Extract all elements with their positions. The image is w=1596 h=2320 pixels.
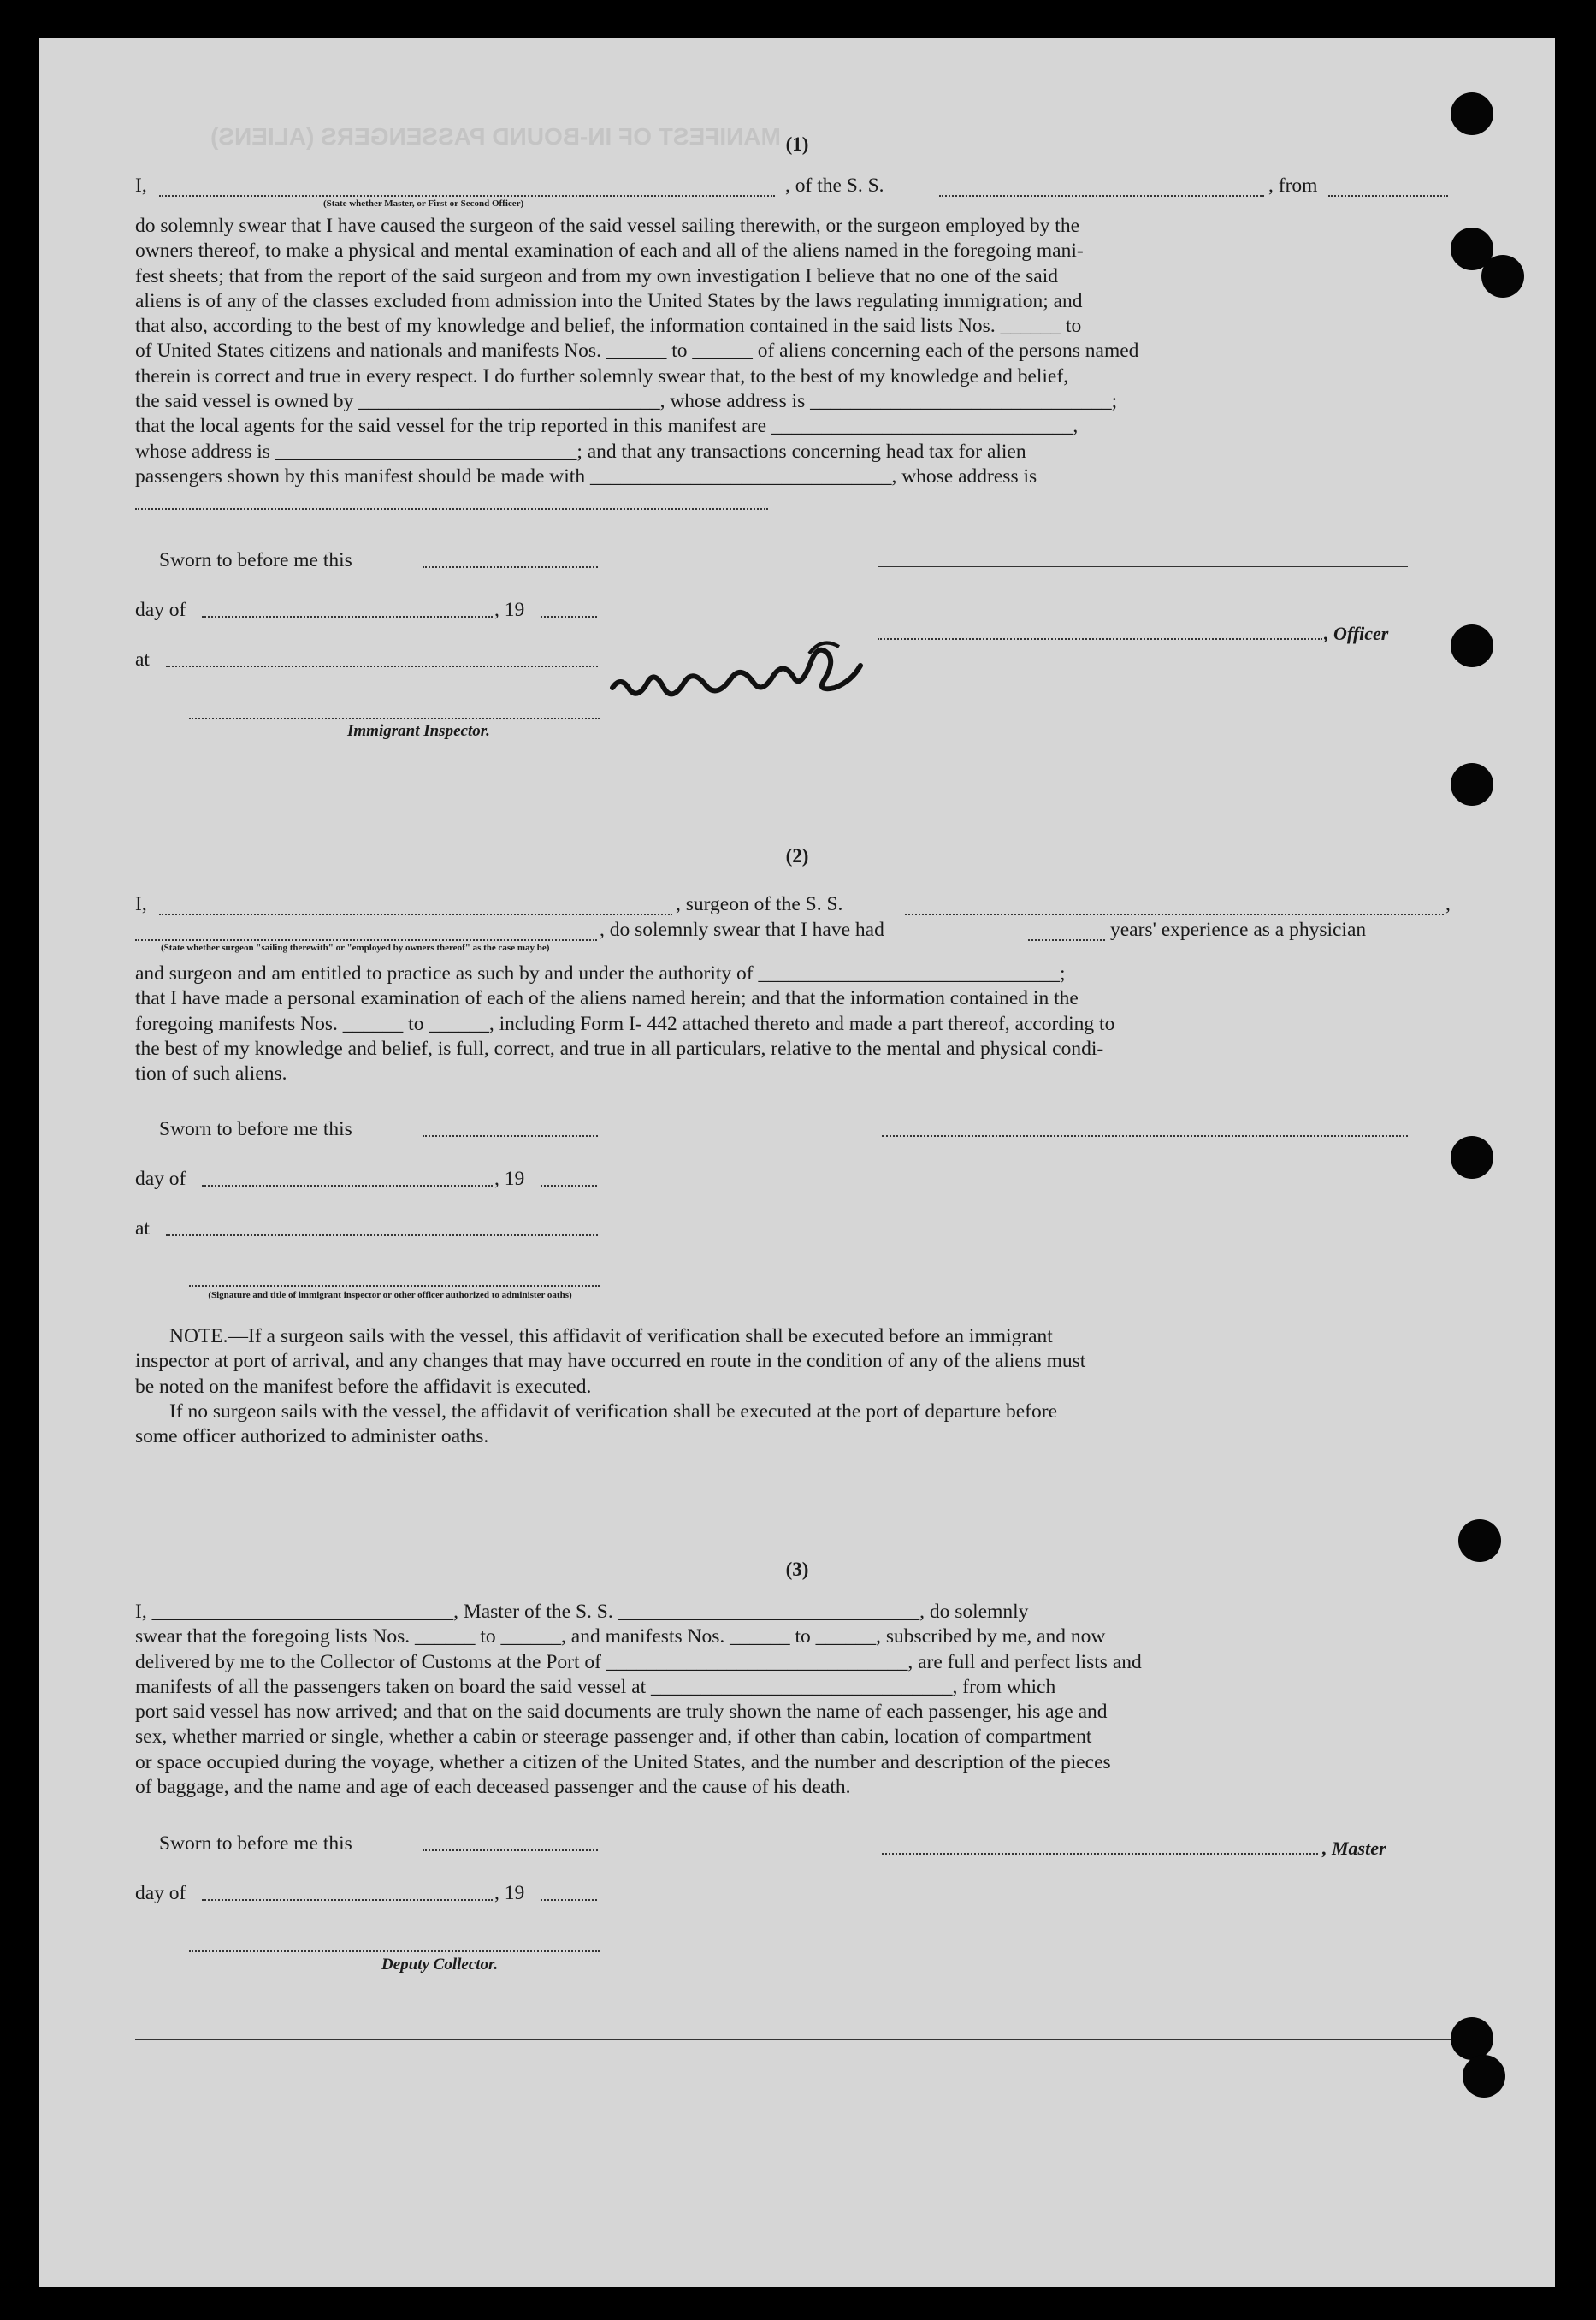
body-line: foregoing manifests Nos. ______ to ______, including Form I- 442 attached thereto and made a part thereof, according to — [135, 1012, 1115, 1035]
form-page — [39, 38, 1555, 2287]
note-line: inspector at port of arrival, and any changes that may have occurred en route in the condition of any of the aliens must — [135, 1350, 1086, 1373]
at-place-field-2[interactable] — [166, 1234, 598, 1236]
body-line: owners thereof, to make a physical and mental examination of each and all of the aliens named in the foregoing mani- — [135, 240, 1084, 263]
body-line: the said vessel is owned by ______________________________, whose address is ______________________________; — [135, 390, 1118, 413]
body-line: do solemnly swear that I have caused the surgeon of the said vessel sailing therewith, or the surgeon employed by the — [135, 215, 1080, 237]
from-label: , from — [1268, 175, 1318, 197]
comma: , — [1445, 893, 1451, 915]
caption-master: (State whether Master, or First or Second Officer) — [323, 198, 524, 209]
years-label: years' experience as a physician — [1110, 919, 1367, 941]
footer-rule — [135, 2039, 1452, 2040]
caption-surgeon: (State whether surgeon "sailing therewith" or "employed by owners thereof" as the case may be) — [161, 943, 550, 953]
officer-label: , Officer — [1324, 623, 1389, 644]
master-signature-field[interactable] — [882, 1853, 1318, 1855]
body-line: that also, according to the best of my knowledge and belief, the information contained in the said lists Nos. ______ to — [135, 315, 1082, 338]
binder-hole — [1451, 1136, 1493, 1179]
intro-i: I, — [135, 175, 147, 197]
day-of-label-2: day of — [135, 1168, 186, 1190]
inspector-label: Immigrant Inspector. — [347, 722, 490, 740]
binder-hole — [1451, 2017, 1493, 2060]
section-1 — [135, 175, 1452, 514]
at-label-2: at — [135, 1217, 150, 1240]
day-month-field-3[interactable] — [202, 1899, 493, 1901]
body-line: whose address is ______________________________; and that any transactions concerning head tax for alien — [135, 440, 1026, 463]
inspector-signature — [604, 628, 912, 722]
caption-signature: (Signature and title of immigrant inspector or other officer authorized to administer oaths) — [208, 1290, 572, 1300]
note-line: If no surgeon sails with the vessel, the affidavit of verification shall be executed at the port of departure before — [169, 1400, 1057, 1423]
sworn-label-1: Sworn to before me this — [159, 549, 352, 571]
body-line: fest sheets; that from the report of the said surgeon and from my own investigation I believe that no one of the said — [135, 264, 1058, 287]
at-label-1: at — [135, 648, 150, 671]
body-line: of baggage, and the name and age of each deceased passenger and the cause of his death. — [135, 1776, 851, 1799]
year-field-1[interactable] — [541, 616, 597, 618]
day-of-label-3: day of — [135, 1882, 186, 1904]
officer-name-field[interactable] — [159, 180, 775, 197]
body-line: port said vessel has now arrived; and that on the said documents are truly shown the name of each passenger, his age and — [135, 1701, 1108, 1724]
binder-hole — [1463, 2055, 1505, 2098]
deputy-collector-label: Deputy Collector. — [381, 1956, 499, 1974]
of-ss-label: , of the S. S. — [785, 175, 884, 197]
note — [135, 1324, 1452, 1449]
sworn-date-field-2[interactable] — [423, 1135, 598, 1137]
inspector-signature-line — [189, 718, 600, 719]
year-field-3[interactable] — [541, 1899, 597, 1901]
sworn-label-3: Sworn to before me this — [159, 1832, 352, 1855]
body-line: sex, whether married or single, whether a cabin or steerage passenger and, if other than cabin, location of compartment — [135, 1725, 1092, 1749]
binder-hole — [1451, 92, 1493, 135]
body-line: aliens is of any of the classes excluded from admission into the United States by the laws regulating immigration; and — [135, 289, 1083, 312]
note-line: some officer authorized to administer oaths. — [135, 1425, 489, 1448]
binder-hole — [1451, 763, 1493, 806]
body-line: tion of such aliens. — [135, 1062, 287, 1086]
year-prefix-3: , 19 — [494, 1882, 525, 1904]
body-line: the best of my knowledge and belief, is full, correct, and true in all particulars, relative to the mental and physical condi- — [135, 1037, 1104, 1060]
body-line: manifests of all the passengers taken on board the said vessel at ______________________________, from which — [135, 1675, 1056, 1698]
binder-hole — [1451, 624, 1493, 667]
surgeon-of-ss-label: , surgeon of the S. S. — [676, 893, 843, 915]
body-line: that I have made a personal examination of each of the aliens named herein; and that the information contained in the — [135, 987, 1079, 1010]
note-line: NOTE.—If a surgeon sails with the vessel, this affidavit of verification shall be executed before an immigrant — [169, 1325, 1053, 1347]
note-line: be noted on the manifest before the affidavit is executed. — [135, 1375, 592, 1398]
year-prefix-1: , 19 — [494, 599, 525, 621]
surgeon-vessel-field[interactable] — [905, 898, 1444, 915]
body-line: and surgeon and am entitled to practice as such by and under the authority of ______________________________; — [135, 962, 1066, 985]
deputy-signature-line[interactable] — [189, 1950, 600, 1952]
bleed-through-header: MANIFEST OF IN-BOUND PASSENGERS (ALIENS) — [210, 123, 781, 150]
vessel-name-field[interactable] — [939, 180, 1264, 197]
body-line: passengers shown by this manifest should be made with ______________________________, whose address is — [135, 465, 1037, 488]
body-line: swear that the foregoing lists Nos. ______ to ______, and manifests Nos. ______ to ______, subscribed by me, and now — [135, 1625, 1106, 1648]
sworn-label-2: Sworn to before me this — [159, 1118, 352, 1140]
intro-i-2: I, — [135, 893, 147, 915]
year-field-2[interactable] — [541, 1185, 597, 1187]
body-line: that the local agents for the said vessel for the trip reported in this manifest are ______________________________, — [135, 415, 1079, 438]
at-place-field-1[interactable] — [166, 666, 598, 667]
master-label: , Master — [1322, 1838, 1386, 1859]
surgeon-status-field[interactable] — [135, 924, 597, 941]
body-line: or space occupied during the voyage, whether a citizen of the United States, and the number and description of the pieces — [135, 1750, 1111, 1773]
sworn-date-field-3[interactable] — [423, 1849, 598, 1851]
years-field[interactable] — [1028, 924, 1105, 941]
sworn-date-field-1[interactable] — [423, 566, 598, 568]
section-2 — [135, 893, 1452, 1086]
section-1-number: (1) — [785, 133, 809, 155]
body-line: therein is correct and true in every respect. I do further solemnly swear that, to the best of my knowledge and belief, — [135, 364, 1069, 388]
day-month-field-2[interactable] — [202, 1185, 493, 1187]
officer-signature-field[interactable] — [878, 638, 1322, 640]
signature-line-2[interactable] — [882, 1135, 1408, 1137]
surgeon-name-field[interactable] — [159, 898, 672, 915]
officer-signature-line-2[interactable] — [189, 1285, 600, 1287]
year-prefix-2: , 19 — [494, 1168, 525, 1190]
address-continuation-field[interactable] — [135, 493, 768, 510]
binder-hole — [1481, 255, 1524, 298]
signature-line-1[interactable] — [878, 566, 1408, 567]
from-port-field[interactable] — [1328, 180, 1448, 197]
body-line: of United States citizens and nationals and manifests Nos. ______ to ______ of aliens concerning each of the persons named — [135, 340, 1139, 363]
section-1-body — [135, 214, 1452, 489]
section-3 — [135, 1600, 1452, 1800]
day-month-field-1[interactable] — [202, 616, 493, 618]
section-2-body — [135, 962, 1452, 1086]
solemnly-swear-label: , do solemnly swear that I have had — [600, 919, 884, 941]
binder-hole — [1458, 1519, 1501, 1562]
body-line: I, ______________________________, Master of the S. S. ______________________________, do solemnly — [135, 1601, 1029, 1623]
section-2-number: (2) — [785, 845, 809, 867]
section-3-number: (3) — [785, 1559, 809, 1580]
body-line: delivered by me to the Collector of Customs at the Port of ______________________________, are full and perfect lists and — [135, 1650, 1142, 1673]
day-of-label-1: day of — [135, 599, 186, 621]
